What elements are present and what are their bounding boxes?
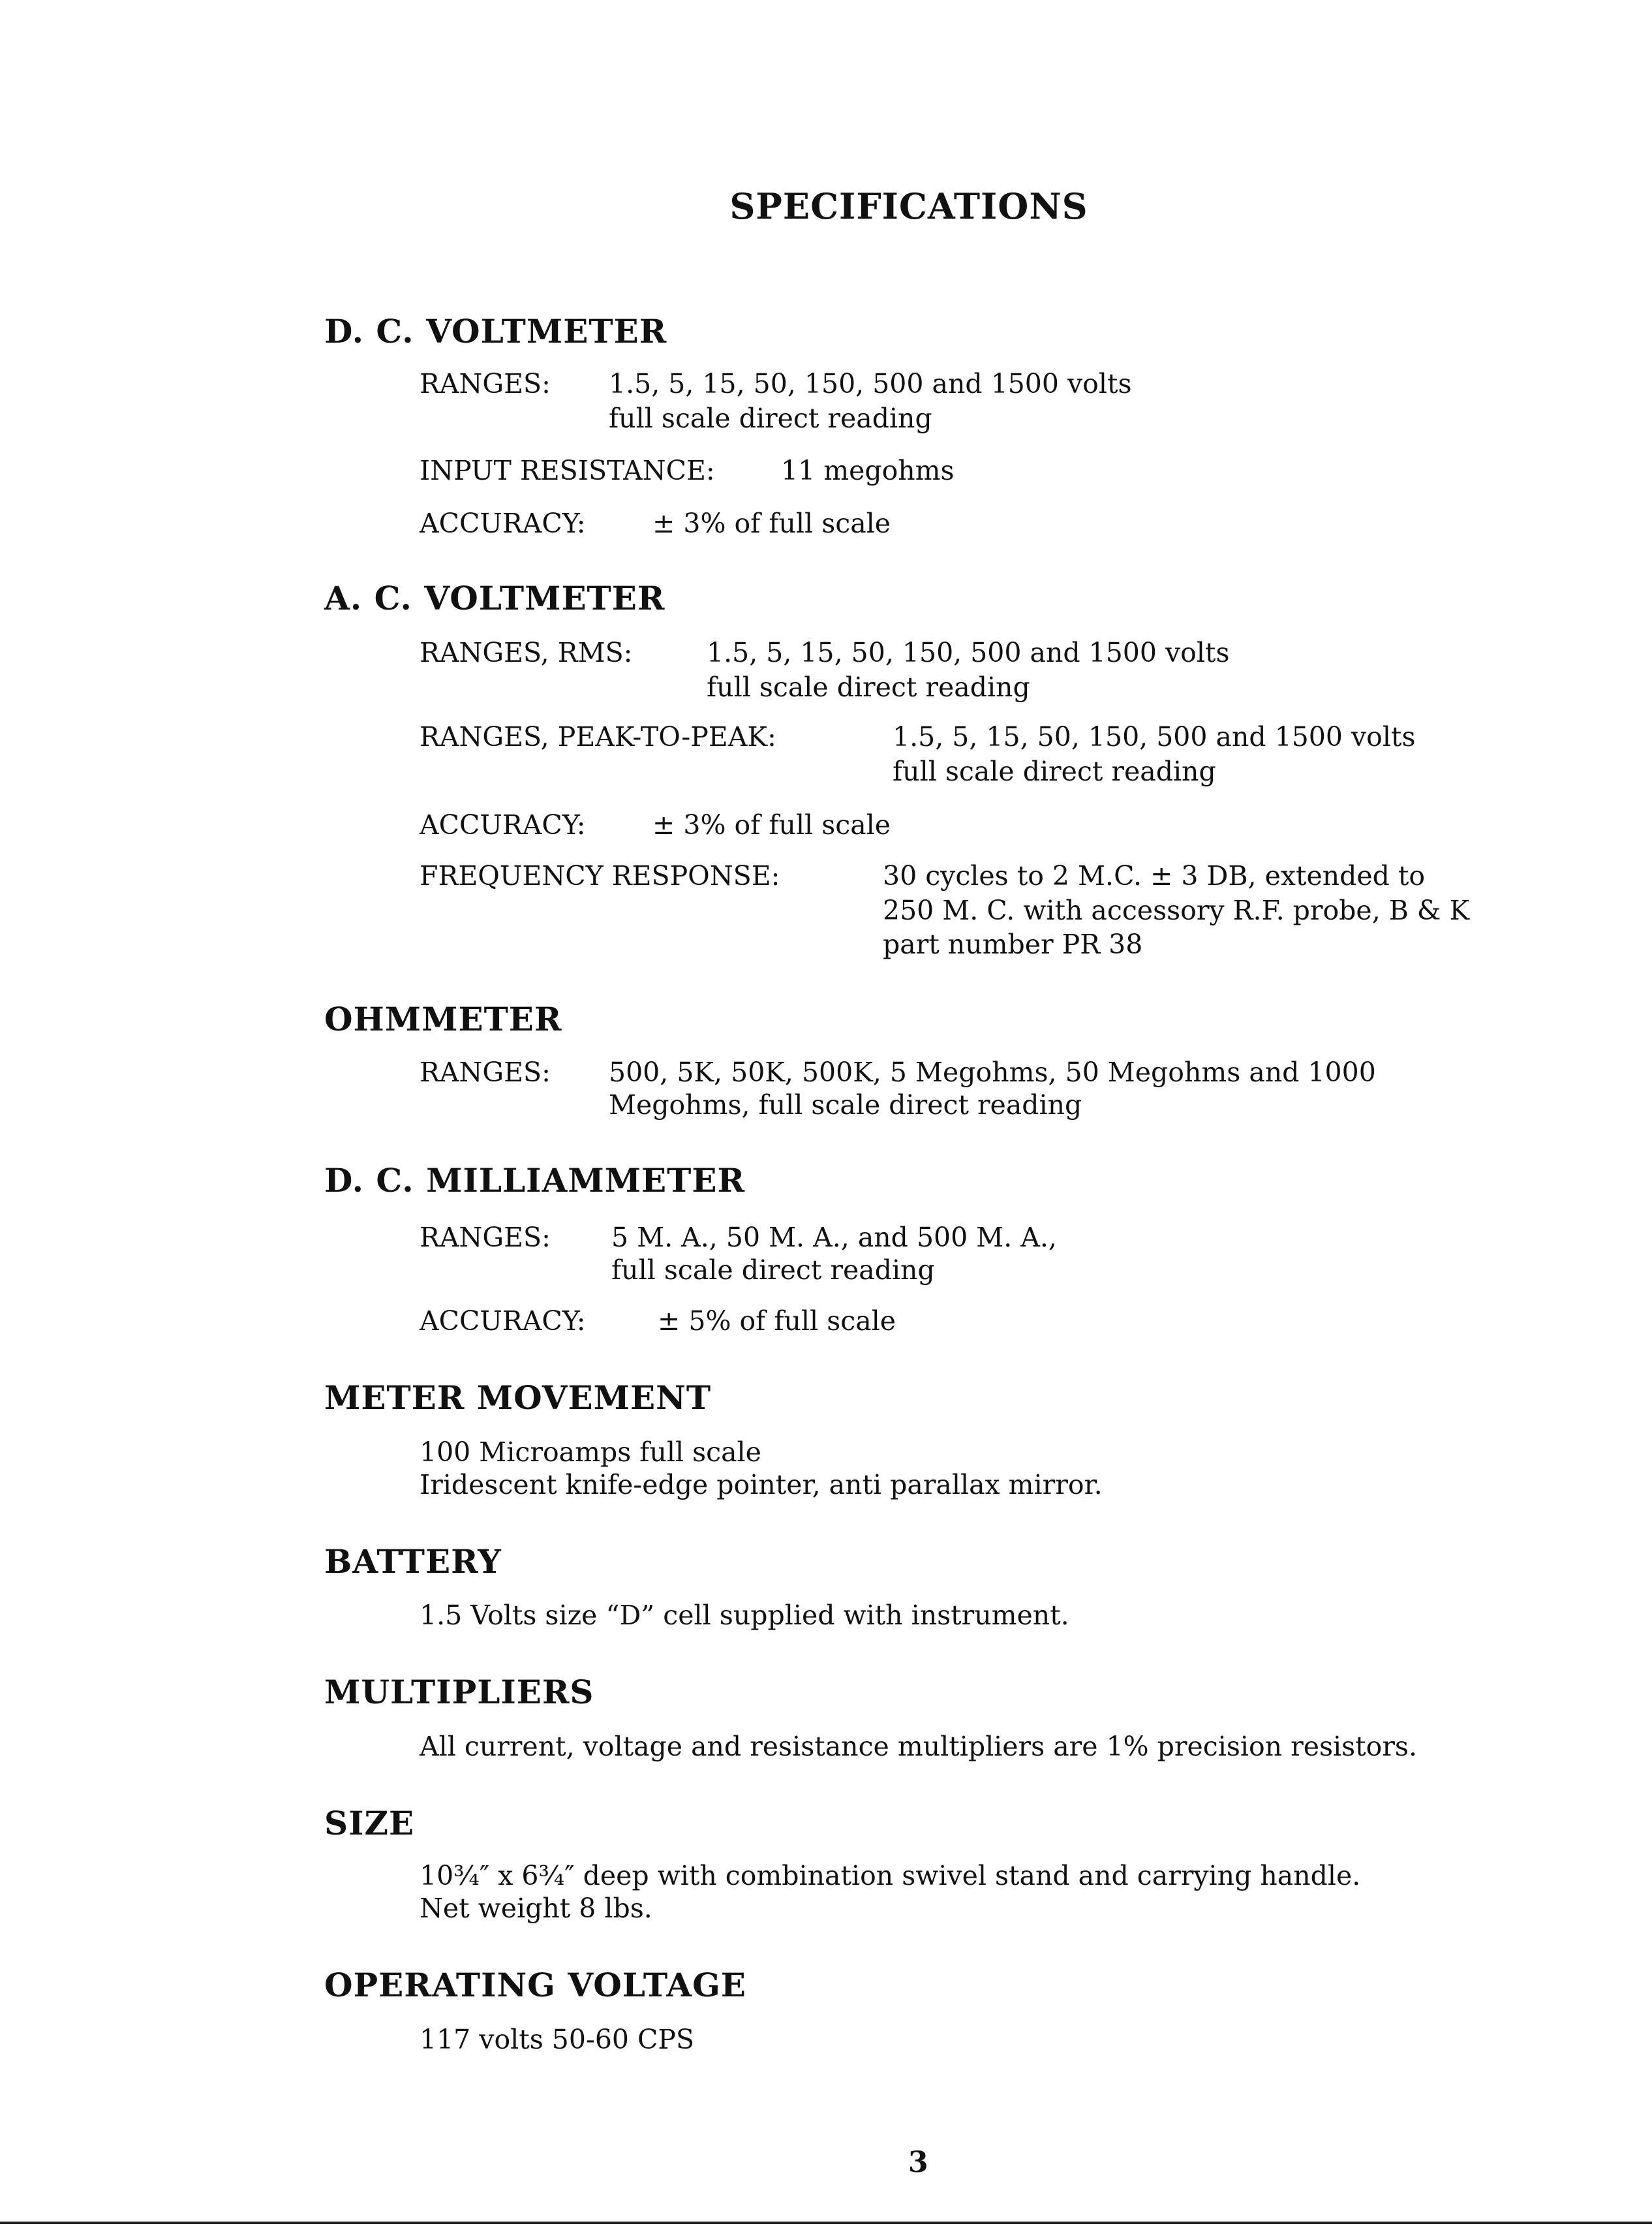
ac-rms-value-line2: full scale direct reading: [707, 672, 1030, 703]
dc-accuracy-value: ± 3% of full scale: [652, 508, 891, 539]
ac-frequency-label: FREQUENCY RESPONSE:: [420, 860, 780, 891]
ac-frequency-value: 30 cycles to 2 M.C. ± 3 DB, extended to: [883, 860, 1426, 891]
section-heading-meter-movement: METER MOVEMENT: [324, 1378, 712, 1417]
multipliers-line1: All current, voltage and resistance multipliers are 1% precision resistors.: [420, 1731, 1417, 1762]
ac-ptp-label: RANGES, PEAK-TO-PEAK:: [420, 721, 776, 752]
section-heading-ohmmeter: OHMMETER: [324, 1000, 562, 1038]
ac-ptp-value: 1.5, 5, 15, 50, 150, 500 and 1500 volts: [893, 721, 1416, 752]
dc-ranges-label: RANGES:: [420, 368, 551, 399]
ac-accuracy-value: ± 3% of full scale: [652, 809, 891, 841]
dc-accuracy-label: ACCURACY:: [420, 508, 586, 539]
page-title: SPECIFICATIONS: [729, 185, 1088, 227]
dc-ranges-value: 1.5, 5, 15, 50, 150, 500 and 1500 volts: [609, 368, 1132, 399]
section-heading-battery: BATTERY: [324, 1542, 502, 1581]
dc-input-resistance-value: 11 megohms: [781, 455, 955, 486]
ma-ranges-value-line2: full scale direct reading: [611, 1254, 935, 1286]
operating-voltage-line1: 117 volts 50-60 CPS: [420, 2024, 695, 2055]
section-heading-dc-milliammeter: D. C. MILLIAMMETER: [324, 1161, 746, 1200]
battery-line1: 1.5 Volts size “D” cell supplied with instrument.: [420, 1600, 1069, 1631]
ma-accuracy-label: ACCURACY:: [420, 1305, 586, 1337]
ohm-ranges-value-line2: Megohms, full scale direct reading: [609, 1089, 1082, 1121]
ohm-ranges-label: RANGES:: [420, 1057, 551, 1088]
bottom-rule: [0, 2222, 1652, 2224]
section-heading-operating-voltage: OPERATING VOLTAGE: [324, 1966, 746, 2004]
ma-accuracy-value: ± 5% of full scale: [658, 1305, 896, 1337]
meter-movement-line1: 100 Microamps full scale: [420, 1436, 761, 1468]
section-heading-multipliers: MULTIPLIERS: [324, 1673, 594, 1711]
ac-ptp-value-line2: full scale direct reading: [893, 756, 1216, 787]
ac-frequency-value-line3: part number PR 38: [883, 929, 1143, 960]
ac-accuracy-label: ACCURACY:: [420, 809, 586, 841]
ma-ranges-label: RANGES:: [420, 1222, 551, 1253]
ohm-ranges-value: 500, 5K, 50K, 500K, 5 Megohms, 50 Megohms and 1000: [609, 1057, 1376, 1088]
size-line2: Net weight 8 lbs.: [420, 1893, 652, 1924]
section-heading-size: SIZE: [324, 1804, 415, 1842]
size-line1: 10¾″ x 6¾″ deep with combination swivel stand and carrying handle.: [420, 1860, 1361, 1891]
ma-ranges-value: 5 M. A., 50 M. A., and 500 M. A.,: [611, 1222, 1057, 1253]
section-heading-dc-voltmeter: D. C. VOLTMETER: [324, 312, 667, 350]
section-heading-ac-voltmeter: A. C. VOLTMETER: [324, 579, 665, 617]
ac-rms-value: 1.5, 5, 15, 50, 150, 500 and 1500 volts: [707, 637, 1230, 668]
dc-input-resistance-label: INPUT RESISTANCE:: [420, 455, 715, 486]
ac-frequency-value-line2: 250 M. C. with accessory R.F. probe, B & K: [883, 895, 1470, 926]
meter-movement-line2: Iridescent knife-edge pointer, anti parallax mirror.: [420, 1469, 1103, 1500]
page-number: 3: [908, 2146, 928, 2179]
ac-rms-label: RANGES, RMS:: [420, 637, 633, 668]
dc-ranges-value-line2: full scale direct reading: [609, 403, 932, 434]
